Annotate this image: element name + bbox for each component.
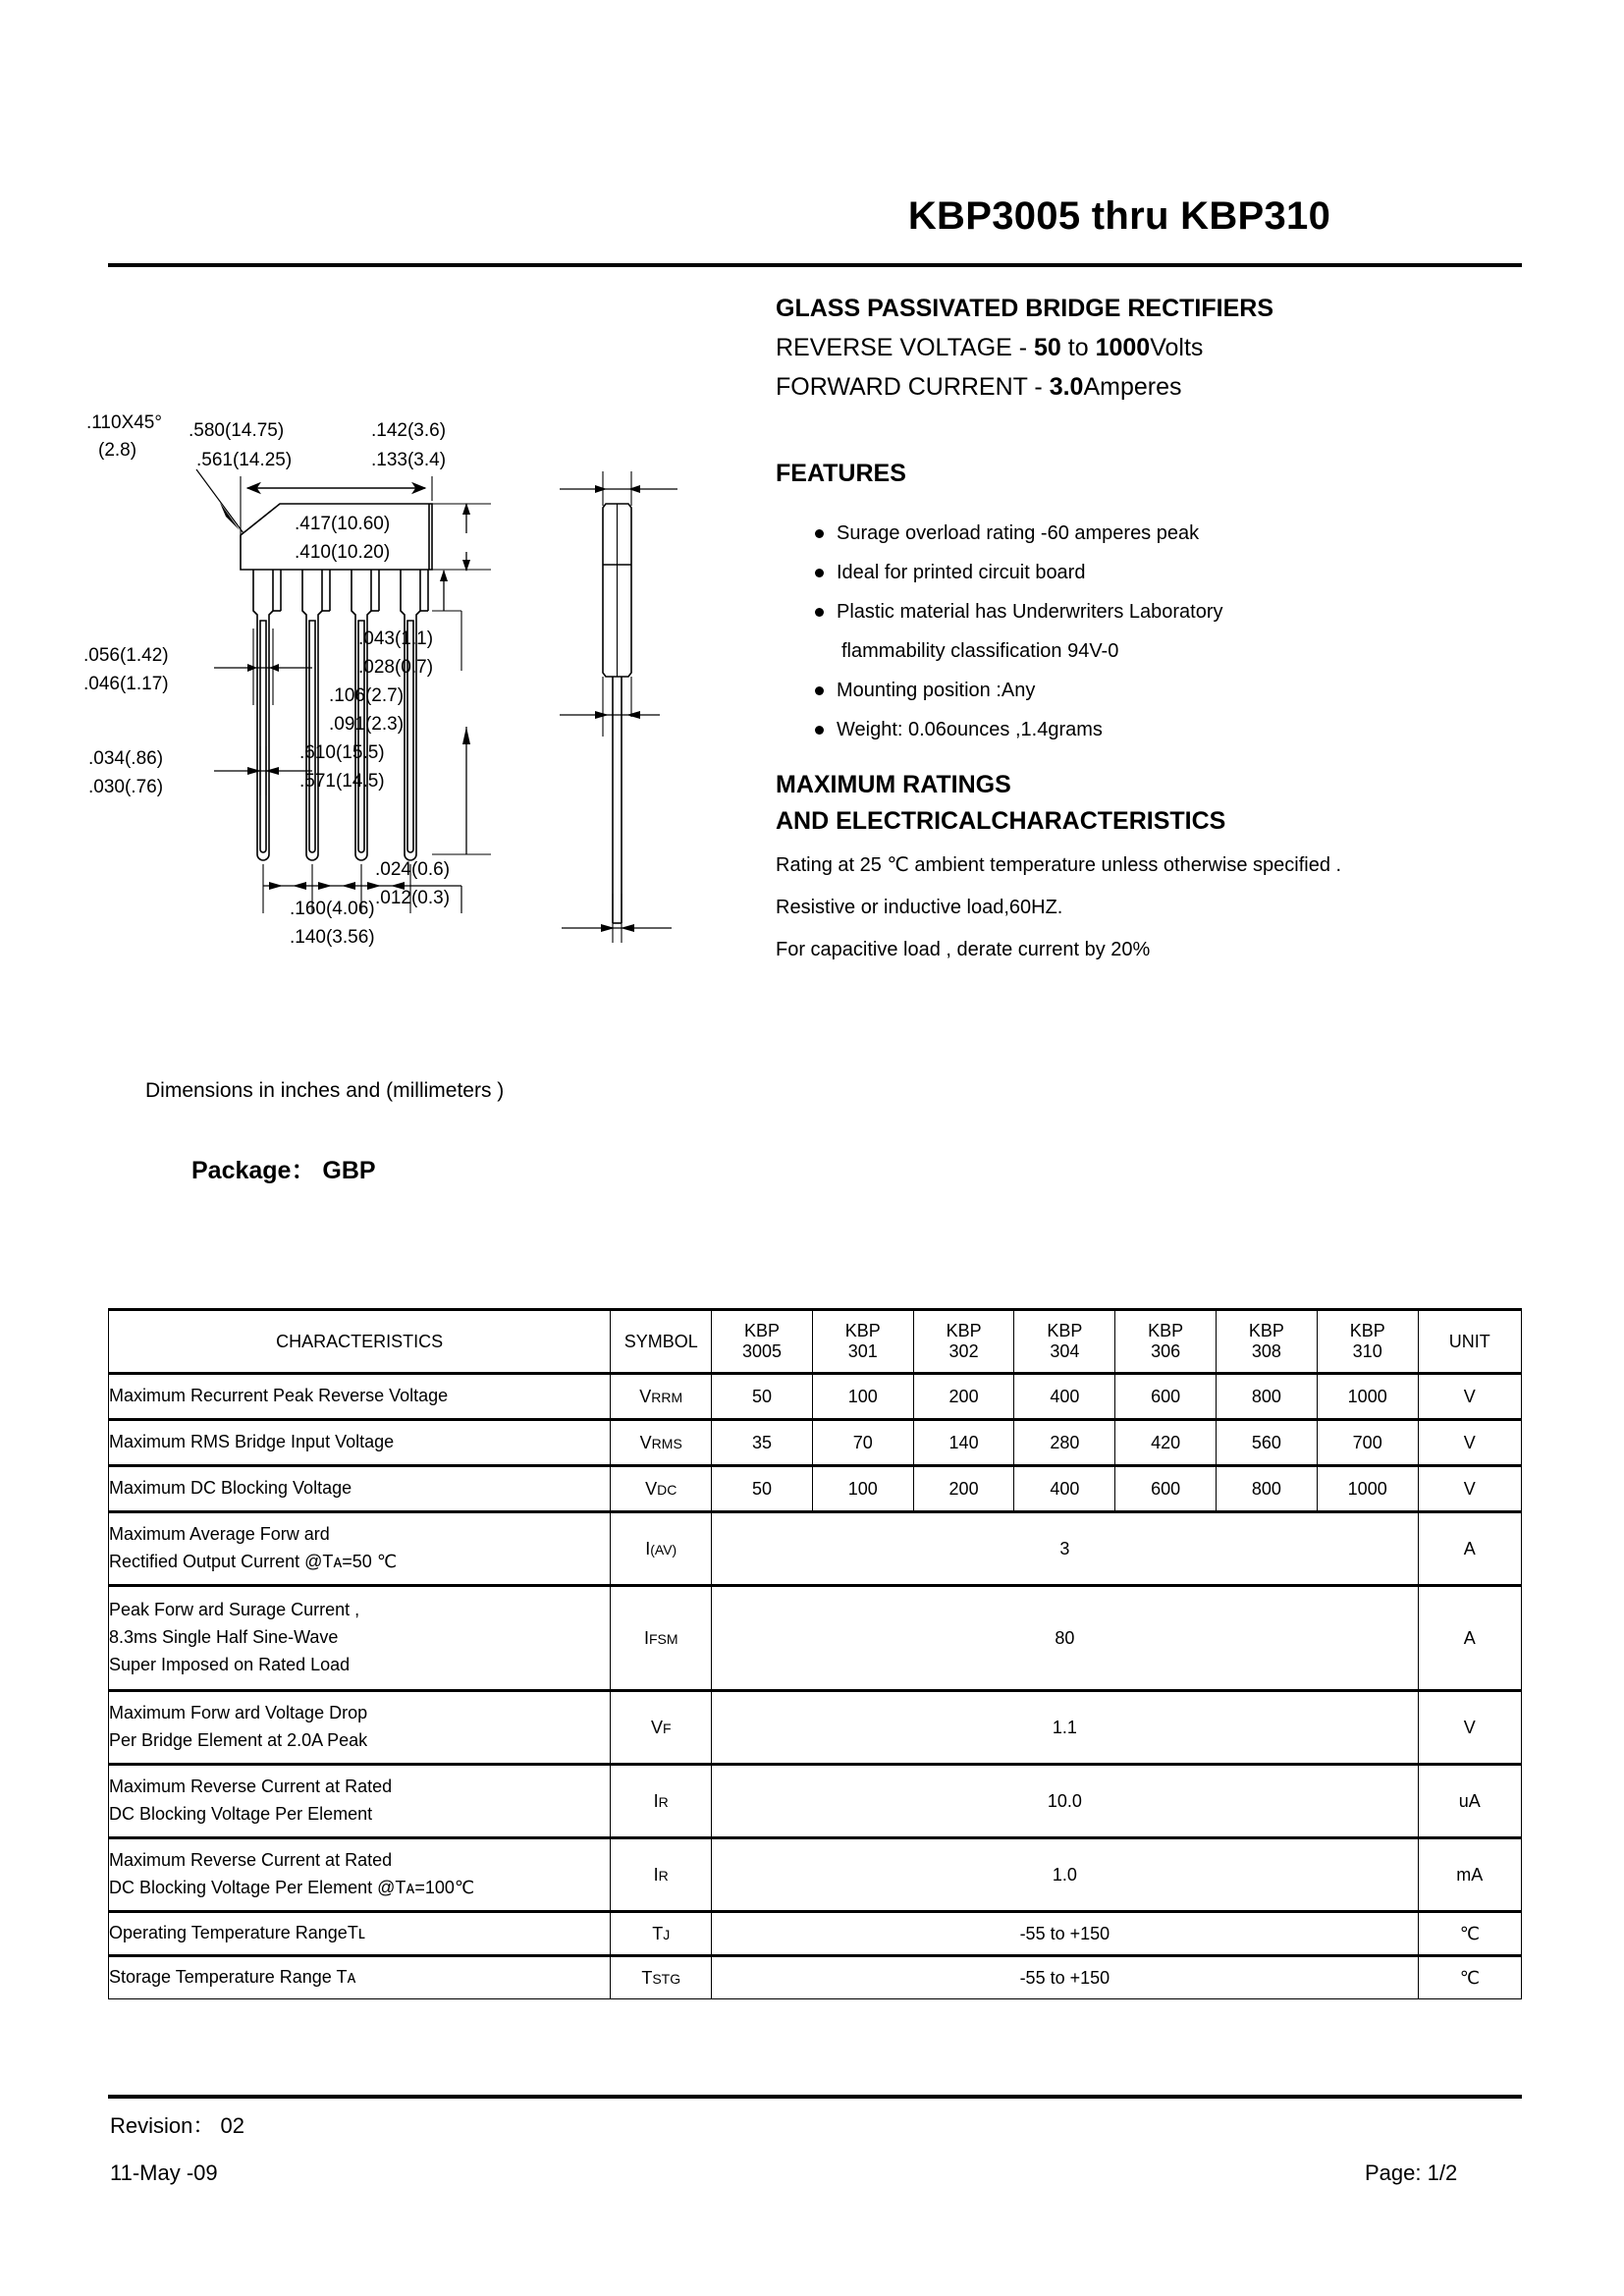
lead-width-upper: .056(1.42) (83, 645, 169, 666)
row-unit: ℃ (1418, 1956, 1521, 1999)
table-row (109, 1956, 1522, 1999)
row-unit: V (1418, 1420, 1521, 1466)
lead-length-upper: .610(15.5) (299, 742, 385, 763)
row-symbol (611, 1586, 712, 1691)
char-line: DC Blocking Voltage Per Element @Tᴀ=100℃ (109, 1878, 475, 1897)
feature-text: Mounting position :Any (837, 680, 1036, 701)
feature-text: Ideal for printed circuit board (837, 562, 1086, 583)
row-unit: A (1418, 1512, 1521, 1586)
body-width-lower: .561(14.25) (196, 450, 293, 470)
row-value: 800 (1217, 1466, 1318, 1512)
body-width-upper: .580(14.75) (189, 420, 285, 441)
feature-item (815, 562, 1591, 584)
reverse-voltage-unit: Volts (1150, 334, 1204, 361)
part-prefix: KBP (1349, 1321, 1385, 1341)
ratings-heading-line2: AND ELECTRICALCHARACTERISTICS (776, 807, 1226, 835)
lead-width-lower: .046(1.17) (83, 674, 169, 694)
footer-page: Page: 1/2 (1365, 2160, 1458, 2185)
row-value: 200 (913, 1466, 1014, 1512)
forward-current-prefix: FORWARD CURRENT - (776, 373, 1050, 401)
body-height-upper: .417(10.60) (295, 514, 391, 534)
product-family-label: GLASS PASSIVATED BRIDGE RECTIFIERS (776, 295, 1273, 322)
row-value-span: 1.1 (712, 1691, 1418, 1765)
feature-item (815, 601, 1591, 624)
bullet-icon (815, 569, 824, 577)
row-unit: ℃ (1418, 1912, 1521, 1956)
footer-revision: Revision： 02 (110, 2113, 244, 2138)
bullet-icon (815, 726, 824, 735)
char-line: Maximum Reverse Current at Rated (109, 1777, 393, 1797)
part-suffix: 304 (1050, 1341, 1080, 1361)
features-heading: FEATURES (776, 460, 906, 487)
row-characteristic (109, 1765, 611, 1838)
feature-item-continuation (815, 640, 1591, 663)
col-header-part (1317, 1310, 1418, 1374)
side-thickness-lower: .133(3.4) (371, 450, 447, 470)
row-characteristic: Operating Temperature RangeTʟ (109, 1912, 611, 1956)
reverse-voltage-line (776, 334, 1542, 362)
row-value: 800 (1217, 1374, 1318, 1420)
symbol-main: V (639, 1432, 652, 1452)
char-line: Maximum Reverse Current at Rated (109, 1850, 393, 1871)
table-row (109, 1765, 1522, 1838)
package-note: Package： GBP (191, 1157, 376, 1184)
reverse-voltage-min: 50 (1034, 334, 1061, 361)
char-line: Maximum Average Forw ard (109, 1524, 330, 1545)
row-value: 560 (1217, 1420, 1318, 1466)
row-unit: V (1418, 1466, 1521, 1512)
row-value: 1000 (1317, 1466, 1418, 1512)
symbol-sub: DC (657, 1481, 677, 1498)
col-header-symbol: SYMBOL (611, 1310, 712, 1374)
col-header-part (812, 1310, 913, 1374)
part-prefix: KBP (744, 1321, 781, 1341)
row-value-span: 3 (712, 1512, 1418, 1586)
row-symbol (611, 1765, 712, 1838)
package-drawing (0, 412, 766, 982)
feature-item (815, 680, 1591, 702)
col-header-characteristics: CHARACTERISTICS (109, 1310, 611, 1374)
symbol-sub: RRM (651, 1389, 683, 1405)
ratings-notes (776, 852, 1561, 981)
part-prefix: KBP (1047, 1321, 1083, 1341)
row-value: 50 (712, 1374, 813, 1420)
row-symbol (611, 1466, 712, 1512)
reverse-voltage-prefix: REVERSE VOLTAGE - (776, 334, 1035, 361)
bullet-icon (815, 529, 824, 538)
row-value: 50 (712, 1466, 813, 1512)
col-header-part (712, 1310, 813, 1374)
char-line: Rectified Output Current @Tᴀ=50 ℃ (109, 1552, 398, 1571)
lead-pitch-upper: .160(4.06) (290, 899, 375, 919)
row-unit: uA (1418, 1765, 1521, 1838)
footer-date: 11-May -09 (110, 2160, 218, 2185)
col-header-unit: UNIT (1418, 1310, 1521, 1374)
shoulder-lower: .028(0.7) (358, 657, 434, 678)
feature-text: flammability classification 94V-0 (841, 640, 1119, 662)
table-header-row (109, 1310, 1522, 1374)
row-value: 70 (812, 1420, 913, 1466)
chamfer-label-mm: (2.8) (98, 440, 137, 461)
row-value: 600 (1115, 1466, 1217, 1512)
row-characteristic (109, 1838, 611, 1912)
symbol-sub: J (663, 1926, 671, 1942)
col-header-part (913, 1310, 1014, 1374)
row-value: 420 (1115, 1420, 1217, 1466)
symbol-main: V (645, 1478, 658, 1499)
row-symbol (611, 1691, 712, 1765)
lead-pitch-lower: .140(3.56) (290, 927, 375, 948)
lead-tip-lower: .012(0.3) (375, 888, 451, 908)
lead-thickness-lower: .030(.76) (88, 777, 164, 797)
col-header-part (1115, 1310, 1217, 1374)
row-characteristic: Maximum Recurrent Peak Reverse Voltage (109, 1374, 611, 1420)
row-value-span: 10.0 (712, 1765, 1418, 1838)
row-characteristic (109, 1586, 611, 1691)
lead-thickness-upper: .034(.86) (88, 748, 164, 769)
row-symbol (611, 1512, 712, 1586)
row-value: 200 (913, 1374, 1014, 1420)
table-row (109, 1466, 1522, 1512)
row-symbol (611, 1912, 712, 1956)
ratings-note: Rating at 25 ℃ ambient temperature unless otherwise specified . (776, 854, 1342, 876)
part-suffix: 310 (1352, 1341, 1382, 1361)
lead-length-lower: .571(14.5) (299, 771, 385, 792)
footer-divider (108, 2095, 1522, 2099)
char-line: 8.3ms Single Half Sine-Wave (109, 1627, 339, 1648)
table-row (109, 1691, 1522, 1765)
ratings-heading-line1: MAXIMUM RATINGS (776, 771, 1011, 798)
standoff-lower: .091(2.3) (329, 714, 405, 735)
char-line: Super Imposed on Rated Load (109, 1654, 351, 1674)
row-symbol (611, 1956, 712, 1999)
shoulder-upper: .043(1.1) (358, 629, 434, 649)
header-spec-block (776, 295, 1542, 412)
part-prefix: KBP (1148, 1321, 1184, 1341)
symbol-sub: STG (652, 1970, 681, 1987)
row-unit: mA (1418, 1838, 1521, 1912)
row-symbol (611, 1838, 712, 1912)
symbol-sub: R (658, 1793, 669, 1810)
symbol-sub: RMS (651, 1435, 682, 1451)
row-value: 35 (712, 1420, 813, 1466)
table-row (109, 1512, 1522, 1586)
symbol-sub: R (658, 1867, 669, 1884)
forward-current-line (776, 373, 1542, 402)
part-prefix: KBP (946, 1321, 982, 1341)
forward-current-value: 3.0 (1049, 373, 1084, 401)
feature-text: Weight: 0.06ounces ,1.4grams (837, 719, 1103, 740)
row-symbol (611, 1374, 712, 1420)
page-title: KBP3005 thru KBP310 (907, 194, 1331, 238)
chamfer-label: .110X45° (86, 412, 162, 433)
row-unit: V (1418, 1374, 1521, 1420)
part-prefix: KBP (1248, 1321, 1284, 1341)
symbol-sub: F (662, 1720, 672, 1736)
part-suffix: 3005 (741, 1341, 783, 1361)
row-value: 100 (812, 1374, 913, 1420)
row-characteristic (109, 1512, 611, 1586)
table-row (109, 1586, 1522, 1691)
row-unit: A (1418, 1586, 1521, 1691)
symbol-main: T (652, 1923, 664, 1943)
char-line: DC Blocking Voltage Per Element (109, 1804, 373, 1824)
bullet-icon (815, 608, 824, 617)
symbol-main: I (643, 1627, 649, 1648)
char-line: Peak Forw ard Surage Current , (109, 1600, 360, 1620)
feature-item (815, 522, 1591, 545)
table-row (109, 1912, 1522, 1956)
symbol-sub: FSM (648, 1630, 678, 1647)
col-header-part (1014, 1310, 1115, 1374)
row-characteristic (109, 1691, 611, 1765)
ratings-note: Resistive or inductive load,60HZ. (776, 897, 1063, 918)
part-suffix: 302 (948, 1341, 979, 1361)
row-characteristic: Storage Temperature Range Tᴀ (109, 1956, 611, 1999)
feature-text: Plastic material has Underwriters Laboratory (837, 601, 1223, 623)
row-characteristic: Maximum DC Blocking Voltage (109, 1466, 611, 1512)
table-row (109, 1374, 1522, 1420)
col-header-part (1217, 1310, 1318, 1374)
symbol-sub: (AV) (650, 1541, 677, 1558)
standoff-upper: .106(2.7) (329, 685, 405, 706)
side-thickness-upper: .142(3.6) (371, 420, 447, 441)
dimensions-note: Dimensions in inches and (millimeters ) (145, 1079, 505, 1102)
char-line: Per Bridge Element at 2.0A Peak (109, 1730, 368, 1750)
row-value: 100 (812, 1466, 913, 1512)
symbol-main: V (650, 1717, 663, 1737)
part-suffix: 301 (847, 1341, 878, 1361)
body-height-lower: .410(10.20) (295, 542, 391, 563)
table-row (109, 1838, 1522, 1912)
row-symbol (611, 1420, 712, 1466)
row-characteristic: Maximum RMS Bridge Input Voltage (109, 1420, 611, 1466)
row-value: 280 (1014, 1420, 1115, 1466)
symbol-main: I (653, 1790, 659, 1811)
feature-item (815, 719, 1591, 741)
symbol-main: I (653, 1864, 659, 1885)
header-divider (108, 263, 1522, 267)
table-row (109, 1420, 1522, 1466)
part-suffix: 308 (1251, 1341, 1281, 1361)
char-line: Maximum Forw ard Voltage Drop (109, 1703, 368, 1723)
row-value-span: -55 to +150 (712, 1956, 1418, 1999)
row-value: 700 (1317, 1420, 1418, 1466)
features-list (776, 522, 1591, 758)
lead-tip-upper: .024(0.6) (375, 859, 451, 880)
row-value: 600 (1115, 1374, 1217, 1420)
symbol-main: I (645, 1538, 651, 1558)
row-value: 400 (1014, 1374, 1115, 1420)
row-value-span: 80 (712, 1586, 1418, 1691)
bullet-icon (815, 686, 824, 695)
symbol-main: T (641, 1967, 653, 1988)
row-unit: V (1418, 1691, 1521, 1765)
symbol-main: V (639, 1386, 652, 1406)
forward-current-unit: Amperes (1083, 373, 1182, 401)
part-suffix: 306 (1151, 1341, 1181, 1361)
ratings-note: For capacitive load , derate current by 20% (776, 939, 1151, 960)
reverse-voltage-max: 1000 (1095, 334, 1151, 361)
row-value-span: -55 to +150 (712, 1912, 1418, 1956)
feature-text: Surage overload rating -60 amperes peak (837, 522, 1200, 544)
part-prefix: KBP (844, 1321, 881, 1341)
reverse-voltage-mid: to (1060, 334, 1096, 361)
row-value: 140 (913, 1420, 1014, 1466)
row-value: 400 (1014, 1466, 1115, 1512)
specifications-table (108, 1308, 1522, 1999)
row-value: 1000 (1317, 1374, 1418, 1420)
row-value-span: 1.0 (712, 1838, 1418, 1912)
